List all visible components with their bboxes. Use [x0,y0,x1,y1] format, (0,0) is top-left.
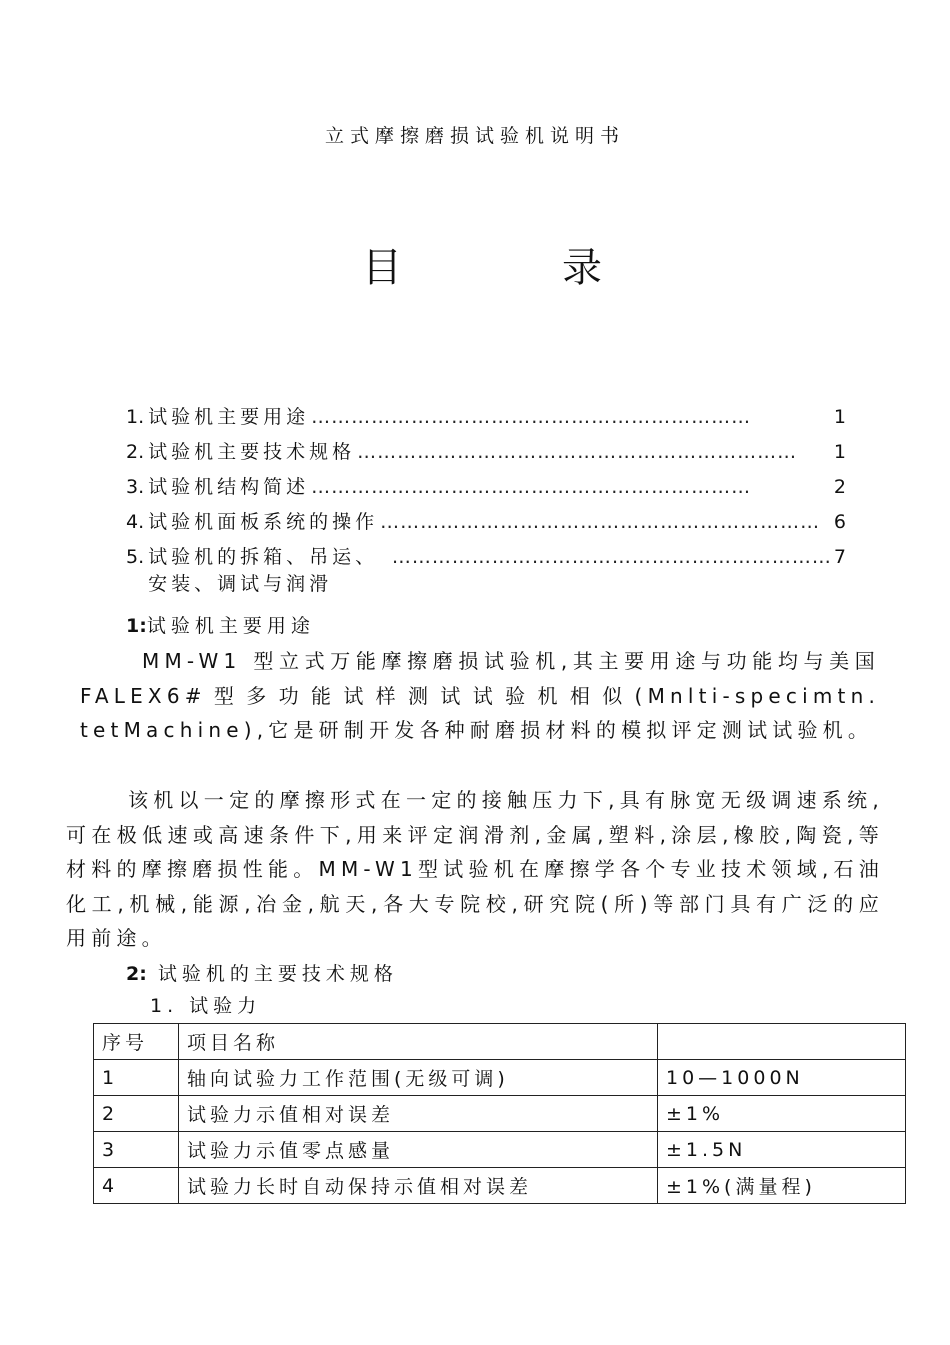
toc-item-page: 1 [833,406,846,428]
table-cell: 试验力示值零点感量 [179,1132,658,1168]
spec-table [93,1023,906,1204]
toc-item-number: 3. [126,476,145,498]
table-cell: ±1%(满量程) [658,1168,906,1204]
toc-item-1 [126,402,846,437]
table-cell: 3 [94,1132,179,1168]
toc-item-label: 试验机主要技术规格 [148,441,356,463]
toc-item-number: 1. [126,406,145,428]
subsection-heading: 1. 试验力 [150,995,262,1017]
toc-title-char-1: 目 [362,245,402,291]
section-number: 1: [126,615,147,637]
toc-item-3 [126,472,846,507]
toc-item-page: 1 [833,441,846,463]
section-number: 2: [126,963,147,985]
toc-item-leader: ………………………………………………………… [380,511,821,533]
table-of-contents [126,402,846,595]
table-header-cell: 序号 [94,1024,179,1060]
document-header: 立式摩擦磨损试验机说明书 [324,125,625,147]
table-row [94,1060,906,1096]
section-1-paragraph-2: 该机以一定的摩擦形式在一定的接触压力下,具有脉宽无级调速系统,可在极低速或高速条件下,用来评定润滑剂,金属,塑料,涂层,橡胶,陶瓷,等材料的摩擦磨损性能。MM-W1型试验机在摩擦学各个专业技术领域,石油化工,机械,能源,冶金,航天,各大专院校,研究院(所)等部门具有广泛的应用前途。 [66,788,884,950]
toc-item-leader: ………………………………………………………… [391,546,832,568]
table-cell: 1 [94,1060,179,1096]
toc-item-leader: ………………………………………………………… [357,441,798,463]
toc-item-4 [126,507,846,542]
table-header-row [94,1024,906,1060]
toc-item-label: 试验机的拆箱、吊运、安装、调试与润滑 [148,546,379,595]
table-row [94,1132,906,1168]
section-2-heading [126,959,398,986]
toc-item-2 [126,437,846,472]
toc-item-5 [126,542,846,595]
table-header-cell: 项目名称 [179,1024,658,1060]
section-1-heading [126,611,315,638]
table-cell: 4 [94,1168,179,1204]
table-cell: 轴向试验力工作范围(无级可调) [179,1060,658,1096]
table-cell: 试验力示值相对误差 [179,1096,658,1132]
toc-item-number: 4. [126,511,145,533]
toc-item-leader: ………………………………………………………… [311,476,752,498]
toc-item-label: 试验机主要用途 [148,406,310,428]
section-title: 试验机主要用途 [146,615,315,637]
toc-item-label: 试验机面板系统的操作 [148,511,379,533]
toc-item-number: 5. [126,546,145,568]
toc-title-char-2: 录 [562,245,602,291]
table-cell: ±1% [658,1096,906,1132]
toc-item-label: 试验机结构简述 [148,476,310,498]
toc-item-page: 7 [833,546,846,568]
table-cell: ±1.5N [658,1132,906,1168]
table-header-cell [658,1024,906,1060]
table-cell: 试验力长时自动保持示值相对误差 [179,1168,658,1204]
section-title: 试验机的主要技术规格 [157,963,398,985]
table-row [94,1168,906,1204]
toc-title [362,236,602,293]
section-1-paragraph-1: MM-W1 型立式万能摩擦磨损试验机,其主要用途与功能均与美国 FALEX6#型多功能试样测试试验机相似(Mnlti-specimtn. tetMachine),它是研制开发各种耐磨损材料的模拟评定测试试验机。 [80,649,880,742]
toc-item-leader: ………………………………………………………… [311,406,752,428]
table-row [94,1096,906,1132]
toc-item-number: 2. [126,441,145,463]
toc-item-page: 2 [833,476,846,498]
table-cell: 10—1000N [658,1060,906,1096]
toc-item-page: 6 [833,511,846,533]
table-cell: 2 [94,1096,179,1132]
